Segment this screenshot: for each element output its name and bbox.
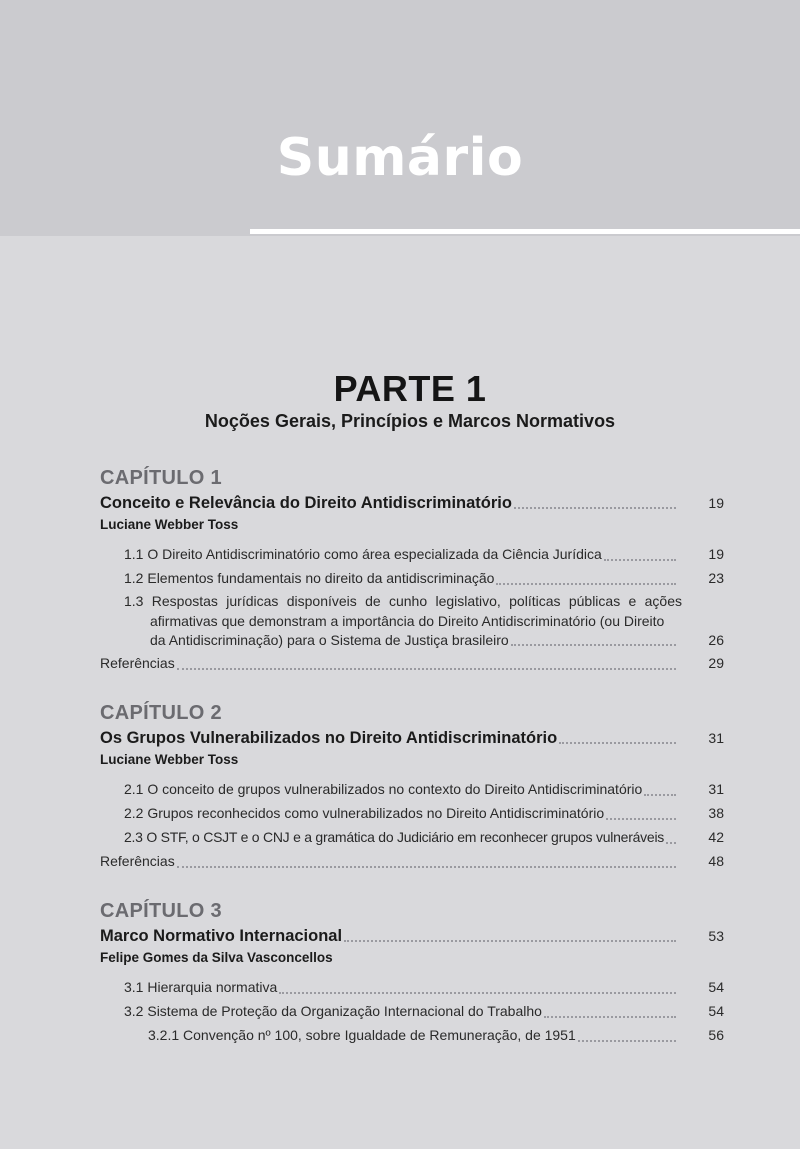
page-number: 53 bbox=[708, 927, 724, 944]
page-number: 23 bbox=[708, 570, 724, 586]
chapter-title: Marco Normativo Internacional bbox=[100, 926, 343, 945]
dot-leader bbox=[606, 818, 676, 820]
toc-entry[interactable] bbox=[100, 777, 724, 801]
dot-leader bbox=[544, 1016, 676, 1018]
chapter-1 bbox=[100, 464, 724, 675]
page-number: 42 bbox=[708, 828, 724, 845]
chapter-label: CAPÍTULO 1 bbox=[100, 467, 222, 489]
chapter-title-entry[interactable] bbox=[100, 727, 724, 749]
title-rule bbox=[250, 229, 800, 234]
references-entry[interactable] bbox=[100, 849, 724, 873]
dot-leader bbox=[559, 742, 676, 744]
page-number: 54 bbox=[708, 1002, 724, 1019]
page-number: 54 bbox=[708, 978, 724, 995]
entry-text: 1.1 O Direito Antidiscriminatório como área especializada da Ciência Jurídica bbox=[124, 546, 602, 562]
page-number: 19 bbox=[708, 546, 724, 562]
dot-leader bbox=[344, 940, 676, 942]
chapter-label: CAPÍTULO 3 bbox=[100, 899, 222, 922]
dot-leader bbox=[279, 992, 676, 994]
dot-leader bbox=[644, 794, 676, 796]
dot-leader bbox=[177, 866, 676, 868]
dot-leader bbox=[578, 1040, 676, 1042]
toc-entry-multiline[interactable] bbox=[100, 592, 724, 651]
entry-text: 1.2 Elementos fundamentais no direito da antidiscriminação bbox=[124, 570, 495, 586]
entry-text: 2.3 O STF, o CSJT e o CNJ e a gramática do Judiciário em reconhecer grupos vulneráveis bbox=[124, 828, 665, 845]
chapter-author: Felipe Gomes da Silva Vasconcellos bbox=[100, 949, 333, 965]
entry-text: Referências bbox=[100, 852, 175, 869]
part-heading: PARTE 1 bbox=[333, 368, 487, 409]
page-number: 56 bbox=[708, 1026, 724, 1043]
page-number: 38 bbox=[708, 804, 724, 821]
entry-text: da Antidiscriminação) para o Sistema de Justiça brasileiro bbox=[150, 632, 509, 648]
page-number: 48 bbox=[708, 852, 724, 869]
entry-text: 2.1 O conceito de grupos vulnerabilizados no contexto do Direito Antidiscriminatório bbox=[124, 780, 643, 797]
chapter-author: Luciane Webber Toss bbox=[100, 517, 239, 532]
toc-subentry[interactable] bbox=[100, 1023, 724, 1047]
entry-text: 3.1 Hierarquia normativa bbox=[124, 978, 278, 995]
chapter-title-entry[interactable] bbox=[100, 925, 724, 947]
page-number: 26 bbox=[708, 632, 724, 648]
entry-text: 2.2 Grupos reconhecidos como vulnerabilizados no Direito Antidiscriminatório bbox=[124, 804, 605, 821]
page-number: 31 bbox=[708, 729, 724, 746]
dot-leader bbox=[177, 668, 676, 670]
references-entry[interactable] bbox=[100, 651, 724, 675]
entry-text: 3.2.1 Convenção nº 100, sobre Igualdade de Remuneração, de 1951 bbox=[148, 1026, 576, 1043]
page-number: 31 bbox=[708, 780, 724, 797]
table-of-contents bbox=[100, 464, 724, 1071]
page-number: 19 bbox=[708, 495, 724, 511]
dot-leader bbox=[514, 507, 676, 509]
chapter-label: CAPÍTULO 2 bbox=[100, 701, 222, 724]
page-number: 29 bbox=[708, 654, 724, 671]
dot-leader bbox=[604, 559, 676, 561]
dot-leader bbox=[666, 842, 676, 844]
page-title: Sumário bbox=[276, 128, 524, 188]
toc-entry[interactable] bbox=[100, 999, 724, 1023]
chapter-author: Luciane Webber Toss bbox=[100, 751, 239, 767]
chapter-title-entry[interactable] bbox=[100, 492, 724, 514]
toc-entry[interactable] bbox=[100, 975, 724, 999]
toc-entry[interactable] bbox=[100, 825, 724, 849]
toc-entry[interactable] bbox=[100, 542, 724, 566]
entry-text: 1.3 Respostas jurídicas disponíveis de cunho legislativo, políticas públicas e ações afirmativas que demonstram a importância do Direito Antidiscriminatório (ou Direito bbox=[124, 593, 682, 629]
chapter-title: Conceito e Relevância do Direito Antidiscriminatório bbox=[100, 494, 512, 512]
entry-text: Referências bbox=[100, 654, 175, 671]
entry-text: 3.2 Sistema de Proteção da Organização Internacional do Trabalho bbox=[124, 1002, 542, 1019]
header-band bbox=[0, 0, 800, 236]
chapter-title: Os Grupos Vulnerabilizados no Direito Antidiscriminatório bbox=[100, 728, 558, 747]
dot-leader bbox=[511, 644, 676, 646]
dot-leader bbox=[496, 583, 676, 585]
toc-entry[interactable] bbox=[100, 801, 724, 825]
chapter-2 bbox=[100, 699, 724, 873]
entry-last-line bbox=[124, 631, 724, 651]
toc-entry[interactable] bbox=[100, 566, 724, 590]
chapter-3 bbox=[100, 897, 724, 1047]
part-subtitle: Noções Gerais, Princípios e Marcos Normativos bbox=[204, 411, 616, 431]
